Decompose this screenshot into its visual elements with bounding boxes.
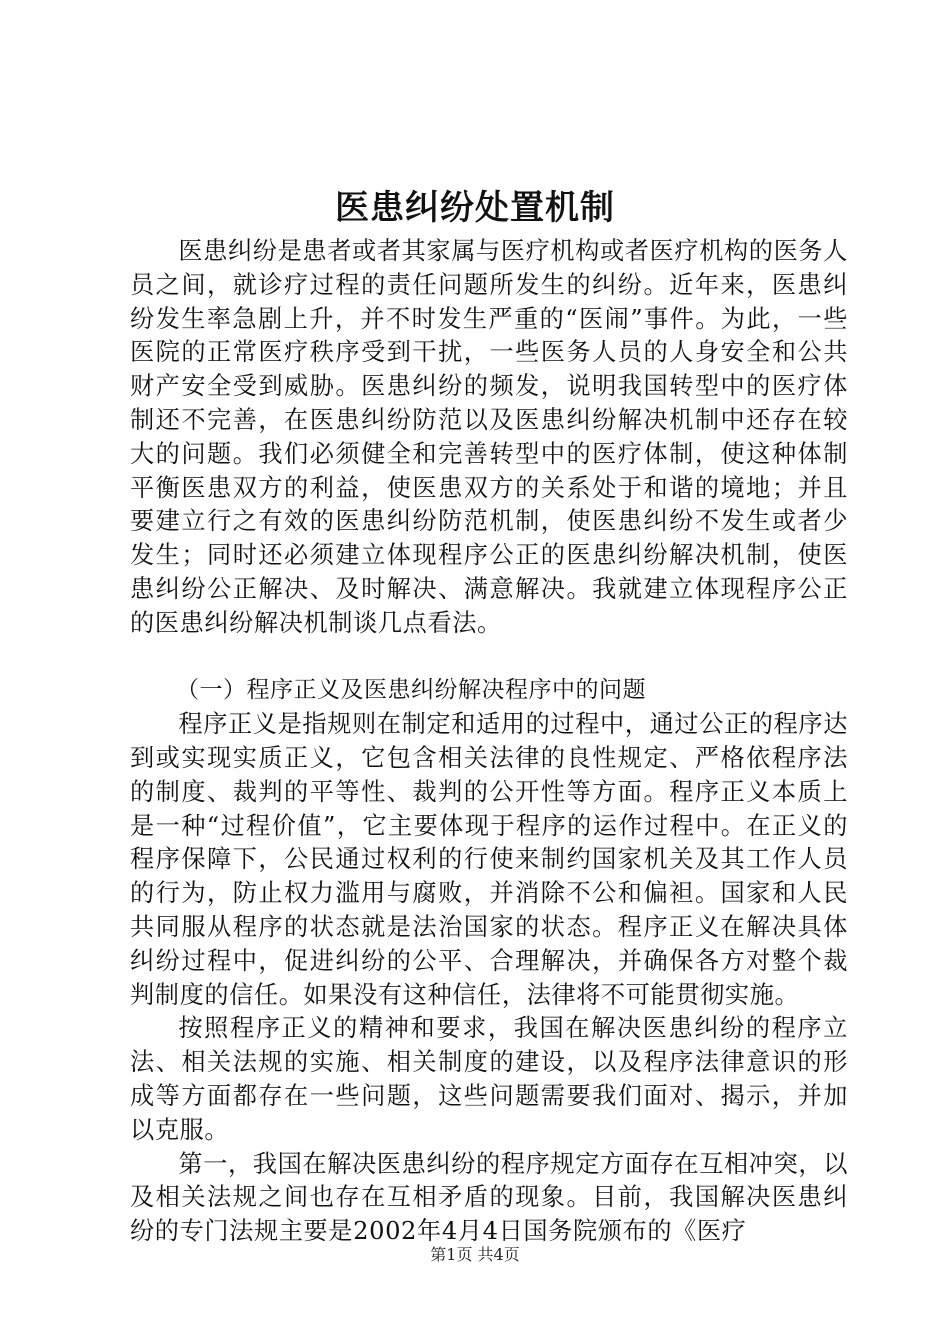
paragraph-procedural-justice: 程序正义是指规则在制定和适用的过程中，通过公正的程序达到或实现实质正义，它包含相关法律的良性规定、严格依程序法的制度、裁判的平等性、裁判的公开性等方面。程序正义本质上是一种“过程价值”，它主要体现于程序的运作过程中。在正义的程序保障下，公民通过权利的行使来制约国家机关及其工作人员的行为，防止权力滥用与腐败，并消除不公和偏袒。国家和人民共同服从程序的状态就是法治国家的状态。程序正义在解决具体纠纷过程中，促进纠纷的公平、合理解决，并确保各方对整个裁判制度的信任。如果没有这种信任，法律将不可能贯彻实施。 (130, 710, 848, 1009)
paragraph-intro: 医患纠纷是患者或者其家属与医疗机构或者医疗机构的医务人员之间，就诊疗过程的责任问题所发生的纠纷。近年来，医患纠纷发生率急剧上升，并不时发生严重的“医闹”事件。为此，一些医院的正常医疗秩序受到干扰，一些医务人员的人身安全和公共财产安全受到威胁。医患纠纷的频发，说明我国转型中的医疗体制还不完善，在医患纠纷防范以及医患纠纷解决机制中还存在较大的问题。我们必须健全和完善转型中的医疗体制，使这种体制平衡医患双方的利益，使医患双方的关系处于和谐的境地；并且要建立行之有效的医患纠纷防范机制，使医患纠纷不发生或者少发生；同时还必须建立体现程序公正的医患纠纷解决机制，使医患纠纷公正解决、及时解决、满意解决。我就建立体现程序公正的医患纠纷解决机制谈几点看法。 (130, 237, 848, 637)
paragraph-first-point: 第一，我国在解决医患纠纷的程序规定方面存在互相冲突，以及相关法规之间也存在互相矛盾的现象。目前，我国解决医患纠纷的专门法规主要是2002年4月4日国务院颁布的《医疗 (130, 1149, 848, 1246)
paragraph-spacer (130, 641, 848, 675)
document-body (130, 235, 848, 1249)
section-heading: （一）程序正义及医患纠纷解决程序中的问题 (176, 677, 646, 704)
page-number: 第1页 共4页 (430, 1245, 520, 1264)
document-title: 医患纠纷处置机制 (335, 188, 615, 228)
paragraph-problems: 按照程序正义的精神和要求，我国在解决医患纠纷的程序立法、相关法规的实施、相关制度的建设，以及程序法律意识的形成等方面都存在一些问题，这些问题需要我们面对、揭示，并加以克服。 (130, 1014, 848, 1144)
